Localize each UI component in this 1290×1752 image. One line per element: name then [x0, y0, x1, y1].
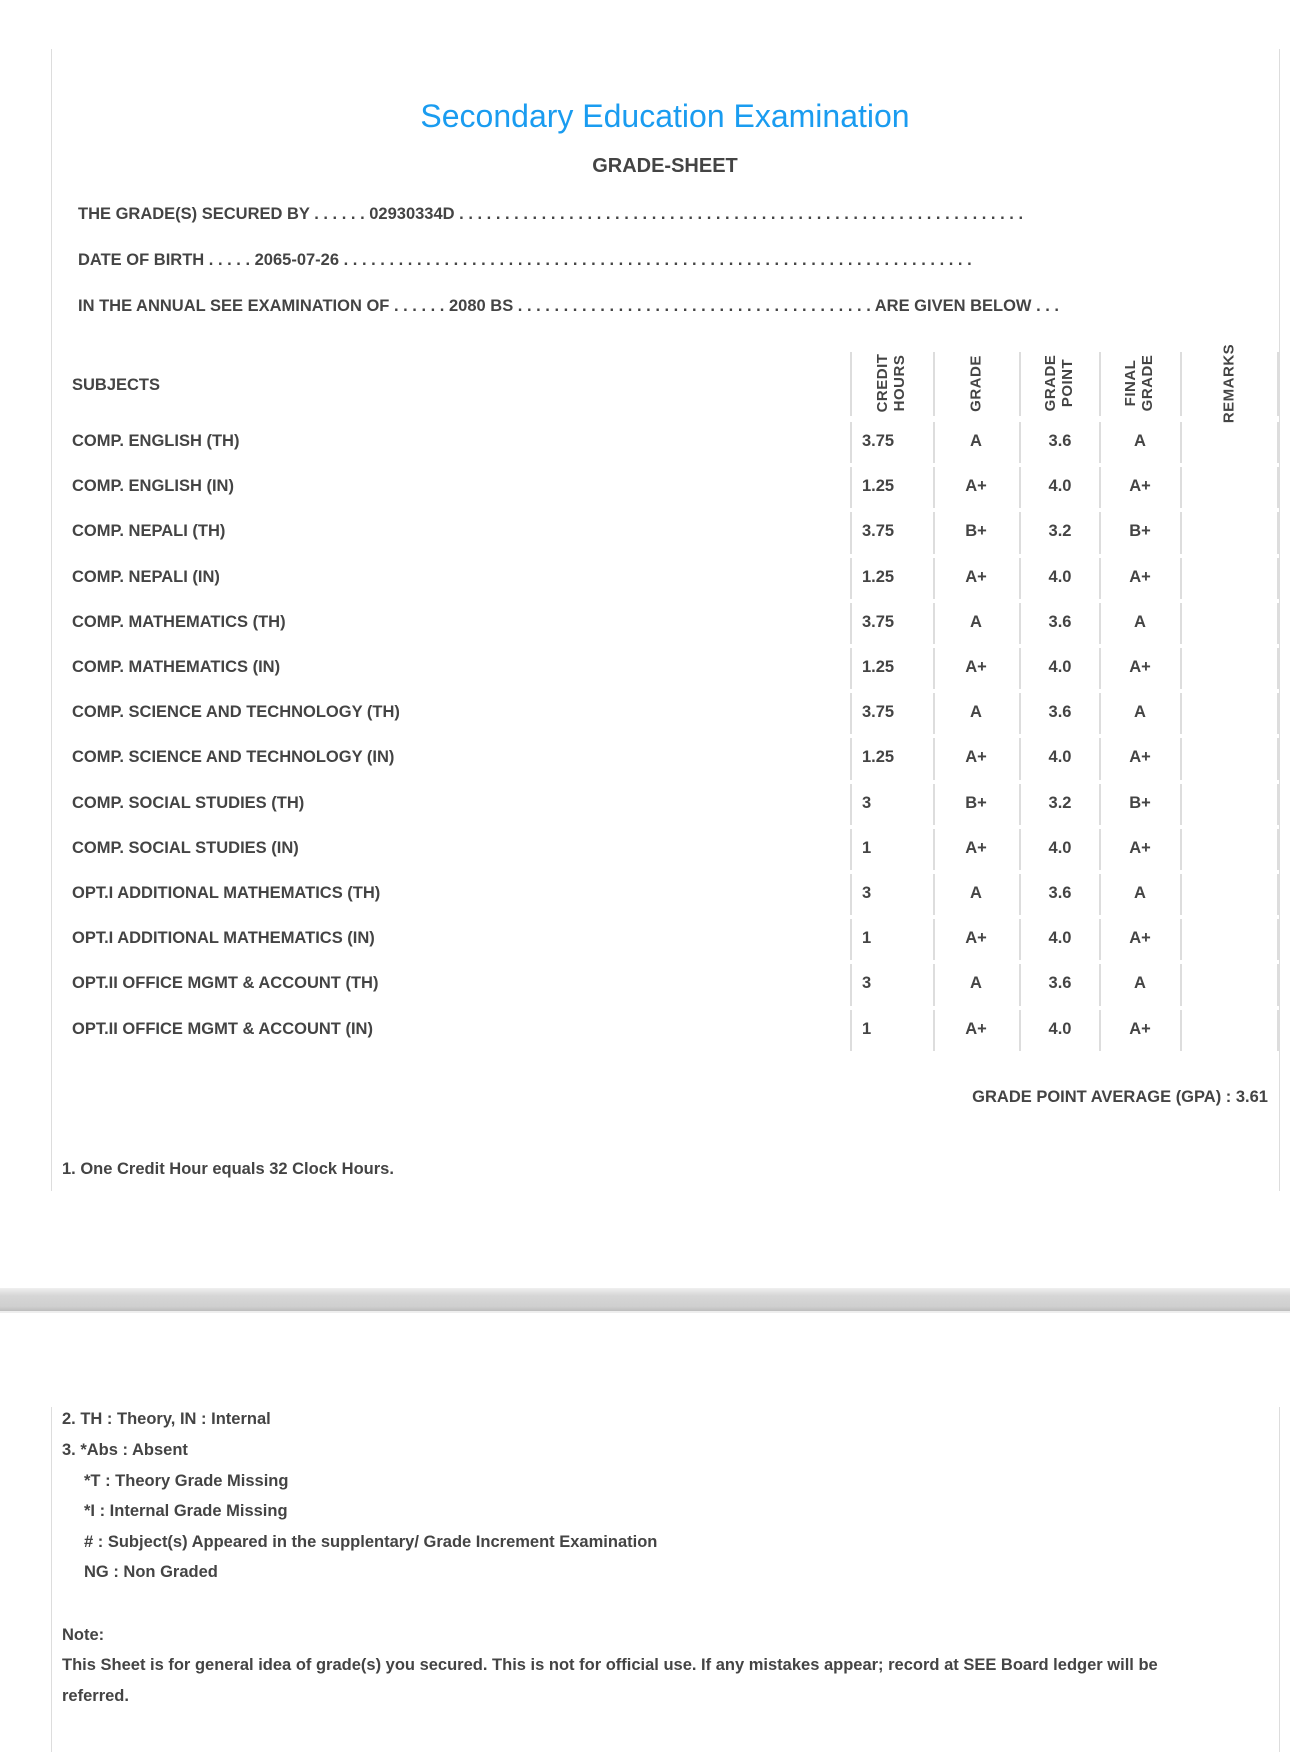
column-divider [1180, 352, 1182, 416]
secured-by-label: THE GRADE(S) SECURED BY [78, 205, 310, 223]
header-remarks: REMARKS [1220, 343, 1238, 424]
grade-point-cell: 4.0 [1048, 658, 1072, 676]
column-divider [933, 648, 935, 689]
final-grade-cell: A [1134, 432, 1146, 450]
grade-point-cell: 4.0 [1048, 748, 1072, 767]
subject-cell: COMP. ENGLISH (TH) [72, 432, 240, 450]
final-grade-cell: A [1134, 703, 1146, 722]
subject-cell: COMP. MATHEMATICS (IN) [72, 658, 281, 676]
final-grade-cell: B+ [1129, 522, 1151, 541]
column-divider [933, 558, 935, 599]
column-divider [1277, 964, 1279, 1005]
note-abs: 3. *Abs : Absent [62, 1441, 188, 1459]
column-divider [850, 964, 852, 1005]
credit-hours-cell: 1 [862, 1019, 872, 1038]
note-th-in: 2. TH : Theory, IN : Internal [62, 1410, 271, 1428]
grade-cell: A+ [965, 929, 987, 948]
column-divider [1180, 738, 1182, 779]
credit-hours-cell: 3.75 [862, 522, 895, 541]
column-divider [850, 352, 852, 416]
grade-point-cell: 3.6 [1048, 432, 1072, 450]
column-divider [850, 1010, 852, 1051]
column-divider [933, 784, 935, 825]
dob-line: DATE OF BIRTH . . . . . 2065-07-26 . . . . . . . . . . . . . . . . . . . . . . . . . . . . . . . . . . . . . . . . . . . . . . . . . . . . . . . . . . . . . . . . . . . . . [78, 251, 972, 269]
column-divider [1180, 467, 1182, 508]
final-grade-cell: A+ [1129, 658, 1151, 676]
grade-sheet-heading: GRADE-SHEET [592, 155, 738, 177]
exam-year: 2080 BS [448, 297, 514, 315]
note-non-graded: NG : Non Graded [84, 1563, 218, 1581]
column-divider [1180, 422, 1182, 463]
page-title: Secondary Education Examination [420, 98, 910, 134]
column-divider [1277, 693, 1279, 734]
grade-cell: B+ [965, 522, 987, 541]
column-divider [1180, 1010, 1182, 1051]
column-divider [1277, 738, 1279, 779]
column-divider [850, 512, 852, 553]
column-divider [1277, 829, 1279, 870]
subject-cell: COMP. SCIENCE AND TECHNOLOGY (IN) [72, 748, 395, 767]
note-internal-missing: *I : Internal Grade Missing [84, 1502, 288, 1520]
note-supplementary: # : Subject(s) Appeared in the supplentary/ Grade Increment Examination [84, 1533, 658, 1551]
column-divider [1180, 693, 1182, 734]
exam-line: IN THE ANNUAL SEE EXAMINATION OF . . . . . . 2080 BS . . . . . . . . . . . . . . . . . . . . . . . . . . . . . . . . . . . . . . . ARE GIVEN BELOW . . . [78, 297, 1060, 315]
grade-cell: A [970, 974, 982, 993]
credit-hours-cell: 1 [862, 929, 872, 948]
header-final-grade: FINAL GRADE [1122, 354, 1156, 412]
subject-cell: COMP. SOCIAL STUDIES (TH) [72, 793, 305, 812]
column-divider [1099, 352, 1101, 416]
column-divider [1180, 784, 1182, 825]
grade-point-cell: 4.0 [1048, 838, 1072, 857]
credit-hours-cell: 3.75 [862, 612, 895, 631]
final-grade-cell: A [1134, 612, 1146, 631]
column-divider [1277, 422, 1279, 463]
subject-cell: OPT.II OFFICE MGMT & ACCOUNT (IN) [72, 1019, 373, 1038]
credit-hours-cell: 3.75 [862, 703, 895, 722]
credit-hours-cell: 3 [862, 793, 872, 812]
column-divider [933, 738, 935, 779]
notes-panel [51, 1407, 1280, 1752]
grade-point-cell: 4.0 [1048, 1019, 1072, 1038]
column-divider [1180, 603, 1182, 644]
column-divider [1277, 352, 1279, 416]
column-divider [1180, 874, 1182, 915]
grade-cell: A [970, 612, 982, 631]
grade-cell: A+ [965, 567, 987, 586]
column-divider [1180, 558, 1182, 599]
column-divider [1180, 919, 1182, 960]
grade-cell: A [970, 703, 982, 722]
exam-suffix: ARE GIVEN BELOW . . . [874, 297, 1060, 315]
column-divider [1180, 648, 1182, 689]
column-divider [1277, 467, 1279, 508]
column-divider [1277, 1010, 1279, 1051]
grade-point-cell: 3.6 [1048, 703, 1072, 722]
credit-hours-cell: 1 [862, 838, 872, 857]
note-theory-missing: *T : Theory Grade Missing [84, 1472, 289, 1490]
final-grade-cell: A+ [1129, 929, 1151, 948]
secured-by-line: THE GRADE(S) SECURED BY . . . . . . 02930334D . . . . . . . . . . . . . . . . . . . . . . . . . . . . . . . . . . . . . . . . . . . . . . . . . . . . . . . . . . . . . . [78, 205, 1024, 223]
subject-cell: COMP. NEPALI (IN) [72, 567, 220, 586]
grade-point-cell: 4.0 [1048, 477, 1072, 496]
column-divider [850, 738, 852, 779]
credit-hours-cell: 3.75 [862, 432, 895, 450]
grade-cell: A [970, 432, 982, 450]
grade-cell: A+ [965, 477, 987, 496]
grade-cell: A+ [965, 748, 987, 767]
note-disclaimer-line1: This Sheet is for general idea of grade(s) you secured. This is not for official use. If any mistakes appear; record at SEE Board ledger will be [62, 1656, 1158, 1674]
column-divider [850, 603, 852, 644]
column-divider [850, 829, 852, 870]
subject-cell: COMP. MATHEMATICS (TH) [72, 612, 286, 631]
column-divider [850, 784, 852, 825]
dob-label: DATE OF BIRTH [78, 251, 205, 269]
column-divider [1180, 512, 1182, 553]
subject-cell: OPT.I ADDITIONAL MATHEMATICS (TH) [72, 884, 381, 902]
credit-hours-cell: 1.25 [862, 567, 895, 586]
final-grade-cell: A+ [1129, 1019, 1151, 1038]
note-label: Note: [62, 1626, 105, 1644]
final-grade-cell: B+ [1129, 793, 1151, 812]
grade-point-cell: 4.0 [1048, 929, 1072, 948]
header-subjects: SUBJECTS [72, 376, 161, 394]
column-divider [1277, 558, 1279, 599]
grade-cell: A [970, 884, 982, 902]
column-divider [933, 512, 935, 553]
grade-cell: A+ [965, 658, 987, 676]
subject-cell: COMP. NEPALI (TH) [72, 522, 226, 541]
subject-cell: COMP. SOCIAL STUDIES (IN) [72, 838, 299, 857]
grade-cell: A+ [965, 1019, 987, 1038]
final-grade-cell: A+ [1129, 748, 1151, 767]
column-divider [933, 603, 935, 644]
grade-point-cell: 3.6 [1048, 884, 1072, 902]
column-divider [850, 874, 852, 915]
column-divider [1180, 829, 1182, 870]
column-divider [1277, 603, 1279, 644]
header-grade: GRADE [967, 355, 985, 412]
column-divider [933, 422, 935, 463]
grade-point-cell: 4.0 [1048, 567, 1072, 586]
column-divider [1277, 784, 1279, 825]
credit-hours-cell: 3 [862, 884, 872, 902]
gpa-value: GRADE POINT AVERAGE (GPA) : 3.61 [972, 1088, 1268, 1106]
final-grade-cell: A+ [1129, 838, 1151, 857]
column-divider [933, 919, 935, 960]
credit-hours-cell: 1.25 [862, 748, 895, 767]
note-credit-hour: 1. One Credit Hour equals 32 Clock Hours. [62, 1160, 394, 1178]
column-divider [933, 352, 935, 416]
column-divider [850, 558, 852, 599]
column-divider [1277, 874, 1279, 915]
column-divider [933, 693, 935, 734]
column-divider [1277, 919, 1279, 960]
final-grade-cell: A+ [1129, 477, 1151, 496]
column-divider [1019, 352, 1021, 416]
subject-cell: COMP. SCIENCE AND TECHNOLOGY (TH) [72, 703, 400, 722]
column-divider [933, 467, 935, 508]
column-divider [850, 919, 852, 960]
column-divider [850, 693, 852, 734]
column-divider [933, 829, 935, 870]
subject-cell: OPT.II OFFICE MGMT & ACCOUNT (TH) [72, 974, 379, 993]
grade-cell: B+ [965, 793, 987, 812]
column-divider [1277, 512, 1279, 553]
column-divider [1277, 648, 1279, 689]
final-grade-cell: A+ [1129, 567, 1151, 586]
final-grade-cell: A [1134, 884, 1146, 902]
credit-hours-cell: 1.25 [862, 658, 895, 676]
subject-cell: OPT.I ADDITIONAL MATHEMATICS (IN) [72, 929, 375, 948]
column-divider [933, 874, 935, 915]
column-divider [1180, 964, 1182, 1005]
credit-hours-cell: 3 [862, 974, 872, 993]
column-divider [933, 1010, 935, 1051]
page-separator [0, 1288, 1290, 1313]
grade-point-cell: 3.6 [1048, 612, 1072, 631]
dob-value: 2065-07-26 [254, 251, 340, 269]
symbol-number: 02930334D [369, 205, 455, 223]
grade-point-cell: 3.2 [1048, 793, 1072, 812]
grade-point-cell: 3.6 [1048, 974, 1072, 993]
exam-label: IN THE ANNUAL SEE EXAMINATION OF [78, 297, 390, 315]
column-divider [850, 648, 852, 689]
column-divider [933, 964, 935, 1005]
note-disclaimer-line2: referred. [62, 1687, 129, 1705]
header-grade-point: GRADE POINT [1042, 354, 1076, 412]
header-credit-hours: CREDIT HOURS [874, 353, 908, 413]
column-divider [850, 422, 852, 463]
credit-hours-cell: 1.25 [862, 477, 895, 496]
grade-cell: A+ [965, 838, 987, 857]
grade-point-cell: 3.2 [1048, 522, 1072, 541]
subject-cell: COMP. ENGLISH (IN) [72, 477, 234, 496]
column-divider [850, 467, 852, 508]
final-grade-cell: A [1134, 974, 1146, 993]
